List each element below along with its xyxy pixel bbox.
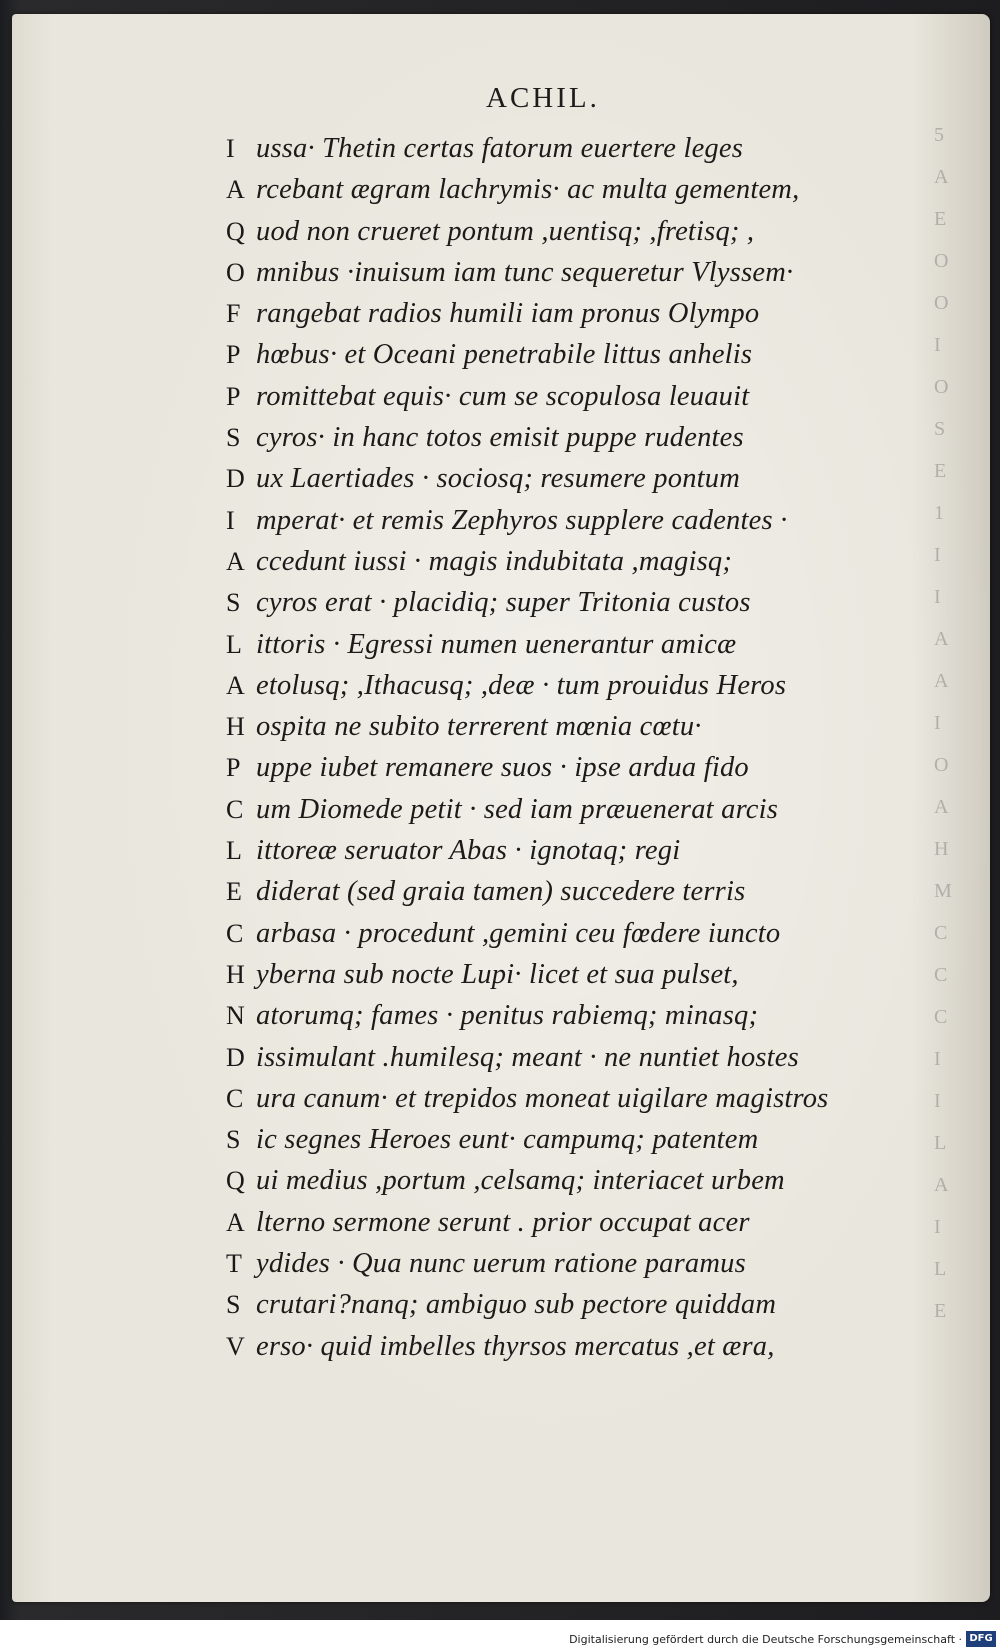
- verse-line: [226, 252, 926, 293]
- line-initial: H: [226, 712, 245, 742]
- line-initial: S: [226, 588, 241, 618]
- line-text: ittoreæ seruator Abas · ignotaq; regi: [256, 835, 681, 867]
- line-initial: S: [226, 1125, 241, 1155]
- line-initial: S: [226, 423, 241, 453]
- line-initial: C: [226, 794, 244, 824]
- line-initial: C: [226, 1083, 244, 1113]
- verse-line: [226, 1326, 926, 1367]
- line-initial: A: [226, 670, 245, 700]
- line-text: uod non crueret pontum ,uentisq; ,fretisq; ,: [256, 215, 755, 247]
- line-initial: V: [226, 1331, 245, 1361]
- verse-line: [226, 458, 926, 499]
- verse-line: [226, 169, 926, 210]
- line-initial: O: [226, 257, 245, 287]
- line-text: ussa· Thetin certas fatorum euertere leges: [256, 133, 744, 164]
- line-initial: C: [226, 918, 244, 948]
- line-text: atorumq; fames · penitus rabiemq; minasq;: [256, 1000, 759, 1032]
- verse-line: [226, 913, 926, 954]
- verse-line: [226, 1243, 926, 1284]
- line-text: rcebant ægram lachrymis· ac multa gementem,: [256, 174, 800, 206]
- line-text: arbasa · procedunt ,gemini ceu fœdere iuncto: [256, 917, 781, 949]
- line-initial: D: [226, 464, 245, 494]
- line-text: lterno sermone serunt . prior occupat acer: [256, 1206, 750, 1238]
- line-initial: A: [226, 546, 245, 576]
- line-initial: E: [226, 877, 242, 907]
- digitization-credit: Digitalisierung gefördert durch die Deutsche Forschungsgemeinschaft ·: [569, 1633, 962, 1646]
- verse-line: [226, 747, 926, 788]
- verse-line: [226, 1202, 926, 1243]
- verse-line: [226, 1119, 926, 1160]
- verse-line: [226, 1160, 926, 1201]
- verse-line: [226, 334, 926, 375]
- verse-line: [226, 995, 926, 1036]
- verse-line: [226, 1284, 926, 1325]
- line-initial: T: [226, 1249, 242, 1279]
- line-initial: F: [226, 299, 241, 329]
- verse-line: [226, 582, 926, 623]
- line-initial: P: [226, 753, 241, 783]
- verse-line: [226, 871, 926, 912]
- verse-line: [226, 954, 926, 995]
- line-initial: L: [226, 836, 242, 866]
- line-text: ic segnes Heroes eunt· campumq; patentem: [256, 1124, 759, 1156]
- line-text: issimulant .humilesq; meant · ne nuntiet hostes: [256, 1041, 799, 1073]
- line-initial: A: [226, 175, 245, 205]
- verse-line: [226, 706, 926, 747]
- line-initial: I: [226, 134, 235, 163]
- line-text: etolusq; ,Ithacusq; ,deæ · tum prouidus Heros: [256, 669, 787, 701]
- line-initial: P: [226, 340, 241, 370]
- running-head: ACHIL.: [486, 82, 600, 114]
- verse-line: [226, 293, 926, 334]
- line-initial: Q: [226, 216, 245, 246]
- verse-line: [226, 211, 926, 252]
- verse-line: [226, 624, 926, 665]
- line-text: ydides · Qua nunc uerum ratione paramus: [256, 1248, 746, 1280]
- line-initial: H: [226, 959, 245, 989]
- verse-line: [226, 417, 926, 458]
- line-initial: P: [226, 381, 241, 411]
- line-text: um Diomede petit · sed iam præuenerat arcis: [256, 793, 779, 825]
- line-text: uppe iubet remanere suos · ipse ardua fido: [256, 752, 749, 784]
- line-text: cyros· in hanc totos emisit puppe rudentes: [256, 422, 744, 454]
- line-initial: L: [226, 629, 242, 659]
- line-text: hœbus· et Oceani penetrabile littus anhelis: [256, 339, 753, 371]
- line-initial: N: [226, 1001, 245, 1031]
- verse-line: [226, 830, 926, 871]
- line-text: ura canum· et trepidos moneat uigilare magistros: [256, 1082, 829, 1114]
- verse-line: [226, 1078, 926, 1119]
- verse-line: [226, 665, 926, 706]
- line-initial: Q: [226, 1166, 245, 1196]
- line-text: crutari?nanq; ambiguo sub pectore quiddam: [256, 1289, 777, 1321]
- line-text: mnibus ·inuisum iam tunc sequeretur Vlyssem·: [256, 256, 794, 288]
- line-text: ospita ne subito terrerent mœnia cœtu·: [256, 711, 702, 743]
- line-text: diderat (sed graia tamen) succedere terris: [256, 876, 746, 908]
- verse-text: [226, 128, 926, 1367]
- verse-line: [226, 128, 926, 169]
- line-text: mperat· et remis Zephyros supplere cadentes ·: [256, 504, 788, 536]
- line-text: ui medius ,portum ,celsamq; interiacet urbem: [256, 1165, 785, 1197]
- line-initial: A: [226, 1207, 245, 1237]
- line-initial: S: [226, 1290, 241, 1320]
- verse-line: [226, 500, 926, 541]
- line-text: cyros erat · placidiq; super Tritonia custos: [256, 587, 751, 619]
- line-text: rangebat radios humili iam pronus Olympo: [256, 298, 760, 330]
- line-initial: I: [226, 505, 235, 535]
- verse-line: [226, 789, 926, 830]
- line-initial: D: [226, 1042, 245, 1072]
- show-through-from-facing-page: 5 A E O O I O S E 1 I I A A I O A H M C C C I I L A I L E: [934, 124, 952, 1322]
- line-text: ittoris · Egressi numen uenerantur amicæ: [256, 628, 737, 660]
- verse-line: [226, 376, 926, 417]
- line-text: erso· quid imbelles thyrsos mercatus ,et æra,: [256, 1330, 775, 1362]
- dfg-logo: DFG: [966, 1631, 996, 1647]
- verse-line: [226, 541, 926, 582]
- line-text: yberna sub nocte Lupi· licet et sua pulset,: [256, 958, 739, 990]
- verse-line: [226, 1037, 926, 1078]
- line-text: ux Laertiades · sociosq; resumere pontum: [256, 463, 740, 495]
- line-text: romittebat equis· cum se scopulosa leuauit: [256, 380, 750, 412]
- line-text: ccedunt iussi · magis indubitata ,magisq;: [256, 545, 733, 577]
